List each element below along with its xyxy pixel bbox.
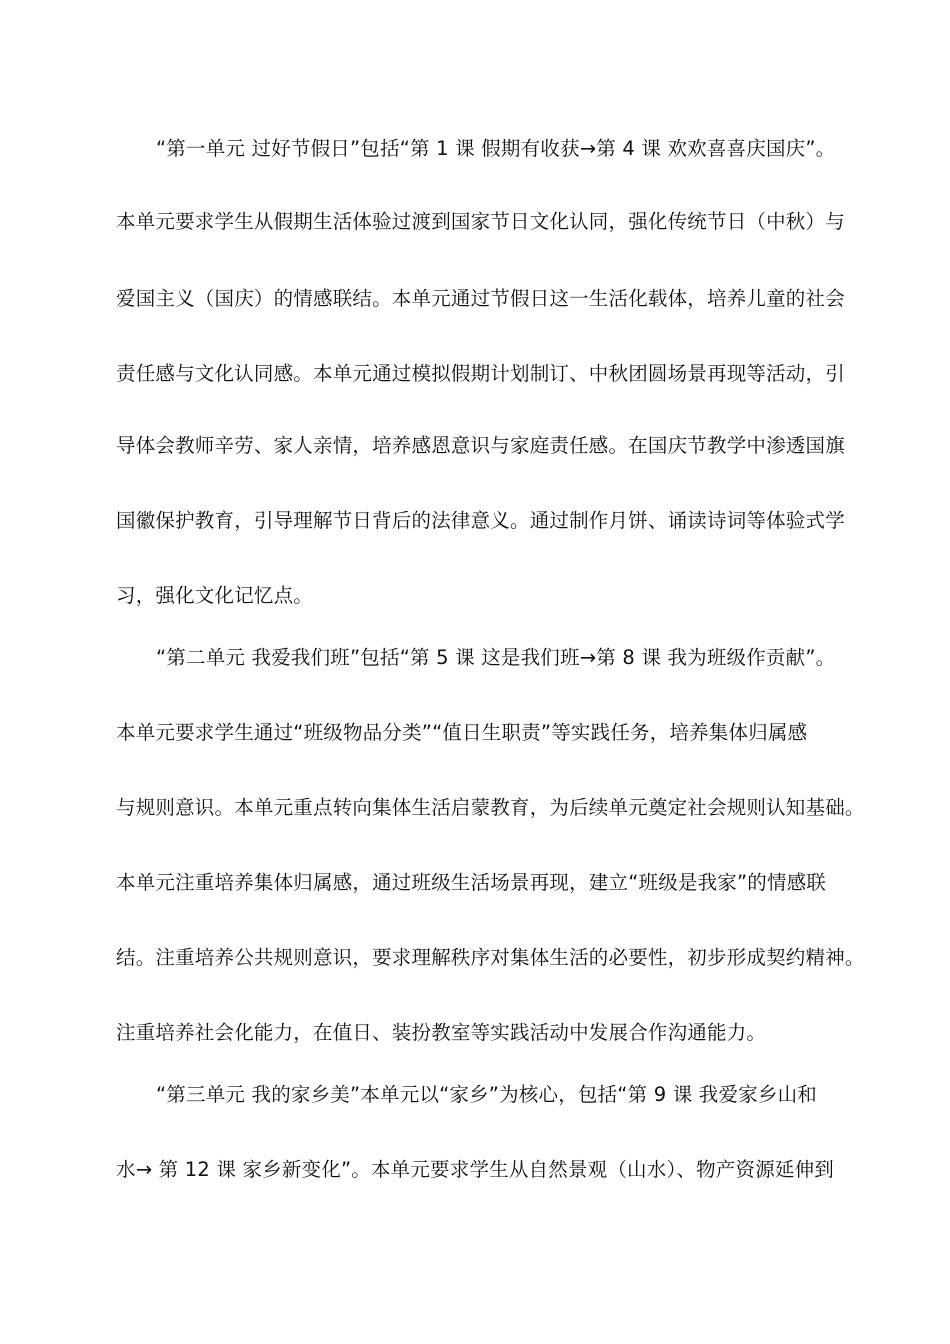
paragraph-2-line-6: 注重培养社会化能力，在值日、装扮教室等实践活动中发展合作沟通能力。 — [116, 1021, 767, 1044]
paragraph-1-line-5: 导体会教师辛劳、家人亲情，培养感恩意识与家庭责任感。在国庆节教学中渗透国旗 — [116, 434, 845, 457]
paragraph-1-line-3: 爱国主义（国庆）的情感联结。本单元通过节假日这一生活化载体，培养儿童的社会 — [116, 287, 845, 310]
paragraph-2-line-3: 与规则意识。本单元重点转向集体生活启蒙教育，为后续单元奠定社会规则认知基础。 — [116, 796, 865, 819]
paragraph-2-line-2: 本单元要求学生通过“班级物品分类”“值日生职责”等实践任务，培养集体归属感 — [116, 721, 808, 744]
paragraph-2-line-1: “第二单元 我爱我们班”包括“第 5 课 这是我们班→第 8 课 我为班级作贡献”。 — [156, 646, 836, 669]
paragraph-2-line-4: 本单元注重培养集体归属感，通过班级生活场景再现，建立“班级是我家”的情感联 — [116, 871, 827, 894]
paragraph-3-line-2: 水→ 第 12 课 家乡新变化”。本单元要求学生从自然景观（山水）、物产资源延伸到 — [116, 1158, 834, 1181]
paragraph-1-line-6: 国徽保护教育，引导理解节日背后的法律意义。通过制作月饼、诵读诗词等体验式学 — [116, 509, 845, 532]
paragraph-1-line-2: 本单元要求学生从假期生活体验过渡到国家节日文化认同，强化传统节日（中秋）与 — [116, 210, 845, 233]
paragraph-3-line-1: “第三单元 我的家乡美”本单元以“家乡”为核心，包括“第 9 课 我爱家乡山和 — [156, 1083, 818, 1106]
paragraph-2-line-5: 结。注重培养公共规则意识，要求理解秩序对集体生活的必要性，初步形成契约精神。 — [116, 946, 865, 969]
paragraph-1-line-1: “第一单元 过好节假日”包括“第 1 课 假期有收获→第 4 课 欢欢喜喜庆国庆”。 — [156, 137, 836, 160]
paragraph-1-line-4: 责任感与文化认同感。本单元通过模拟假期计划制订、中秋团圆场景再现等活动，引 — [116, 362, 845, 385]
paragraph-1-line-7: 习，强化文化记忆点。 — [116, 584, 314, 607]
